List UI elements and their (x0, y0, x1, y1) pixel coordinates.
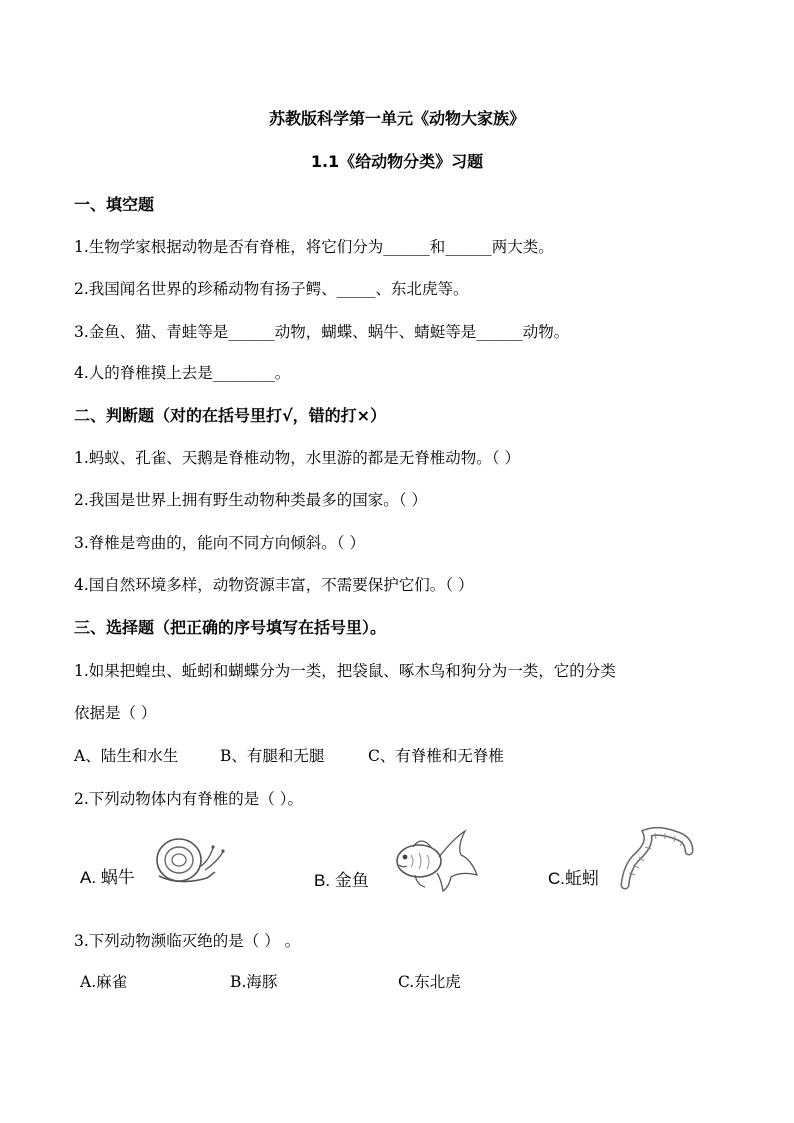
choice-question-3-option-c: C.东北虎 (398, 973, 461, 991)
page-subtitle: 1.1《给动物分类》习题 (310, 152, 484, 171)
snail-icon (149, 830, 229, 890)
choice-question-1-option-c: C、有脊椎和无脊椎 (368, 747, 504, 765)
choice-question-1-option-a: A、陆生和水生 (74, 747, 179, 765)
choice-question-3-option-a: A.麻雀 (80, 973, 128, 991)
option-a-label: A. 蜗牛 (80, 868, 135, 887)
true-false-question-1: 1.蚂蚁、孔雀、天鹅是脊椎动物，水里游的都是无脊椎动物。（ ） (74, 449, 520, 467)
section-heading-multiple-choice: 三、选择题（把正确的序号填写在括号里）。 (74, 618, 387, 637)
fill-blank-question-1: 1.生物学家根据动物是否有脊椎，将它们分为______和______两大类。 (74, 238, 554, 256)
option-b-label: B. 金鱼 (314, 871, 369, 890)
fill-blank-question-2: 2.我国闻名世界的珍稀动物有扬子鳄、_____、东北虎等。 (74, 280, 469, 298)
choice-question-1-line-1: 1.如果把蝗虫、蚯蚓和蝴蝶分为一类，把袋鼠、啄木鸟和狗分为一类，它的分类 (74, 662, 616, 680)
page-title: 苏教版科学第一单元《动物大家族》 (268, 109, 525, 128)
section-heading-true-false: 二、判断题（对的在括号里打√，错的打×） (74, 406, 387, 425)
choice-question-2-option-c (548, 825, 697, 891)
earthworm-icon (617, 825, 697, 891)
choice-question-3-stem: 3.下列动物濒临灭绝的是（ ） 。 (74, 932, 301, 950)
option-c-label: C.蚯蚓 (548, 869, 599, 888)
choice-question-2-stem: 2.下列动物体内有脊椎的是（ ）。 (74, 790, 303, 808)
choice-question-2-option-a (80, 830, 229, 890)
fill-blank-question-3: 3.金鱼、猫、青蛙等是______动物，蝴蝶、蜗牛、蜻蜓等是______动物。 (74, 323, 570, 341)
fill-blank-question-4: 4.人的脊椎摸上去是________。 (74, 364, 291, 382)
true-false-question-2: 2.我国是世界上拥有野生动物种类最多的国家。（ ） (74, 491, 427, 509)
section-heading-fill-blank: 一、填空题 (74, 195, 155, 214)
true-false-question-4: 4.国自然环境多样，动物资源丰富，不需要保护它们。（ ） (74, 576, 474, 594)
true-false-question-3: 3.脊椎是弯曲的，能向不同方向倾斜。（ ） (74, 534, 365, 552)
choice-question-1-option-b: B、有腿和无腿 (220, 747, 325, 765)
choice-question-1-line-2: 依据是（ ） (74, 704, 157, 722)
choice-question-3-option-b: B.海豚 (230, 973, 278, 991)
goldfish-icon (391, 825, 479, 893)
choice-question-2-option-b (314, 825, 479, 893)
